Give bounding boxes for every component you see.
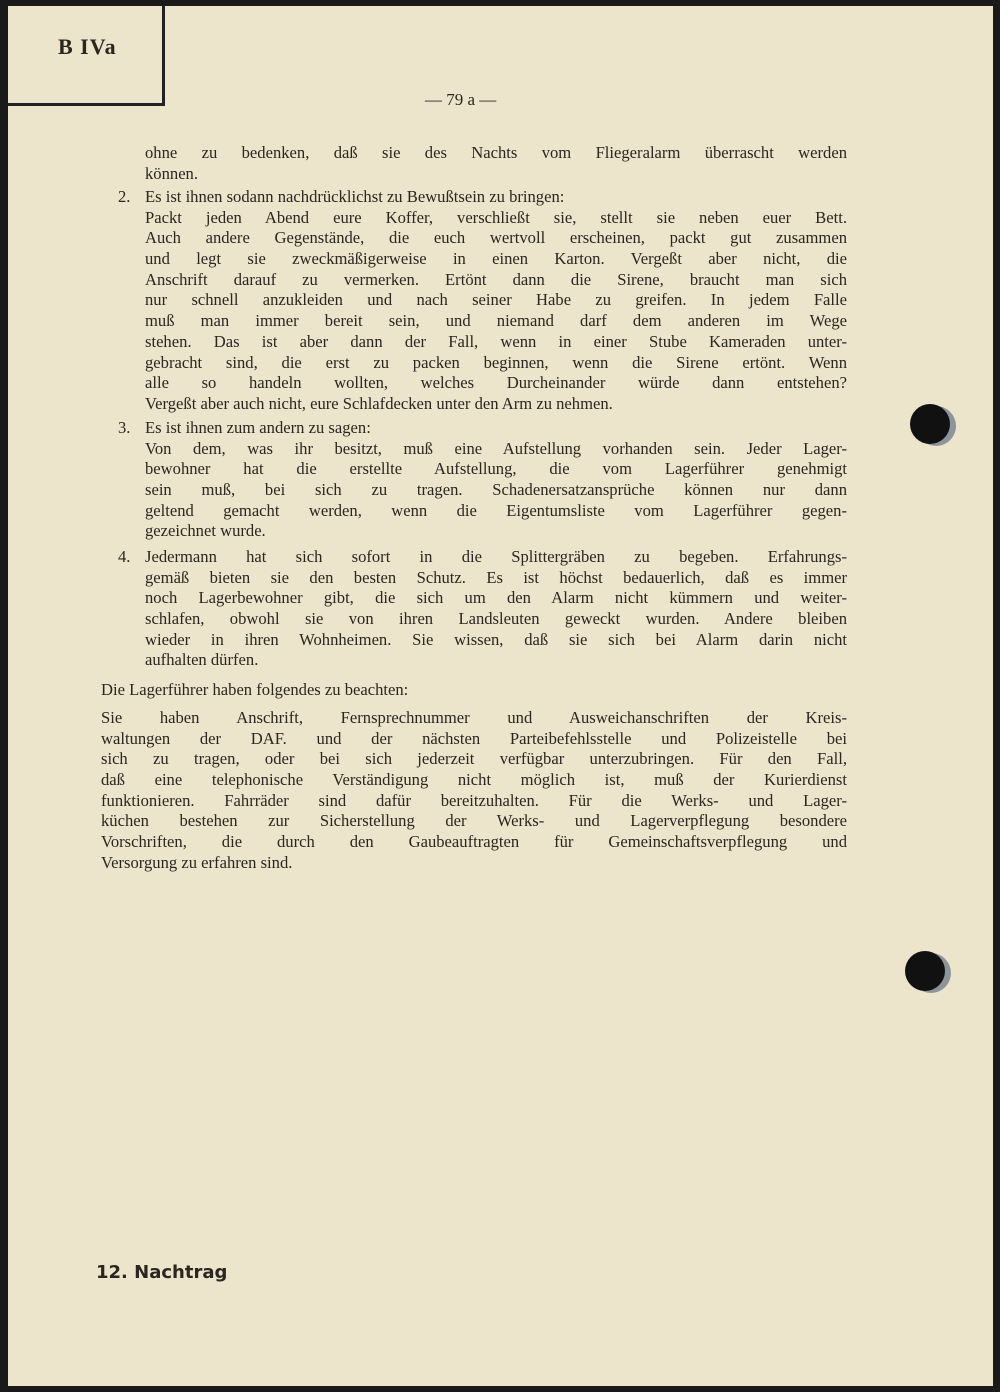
text-line: Versorgung zu erfahren sind. [101,852,293,872]
intro-paragraph [145,144,847,185]
text-line: Es ist ihnen sodann nachdrücklichst zu Bewußtsein zu bringen: [145,187,565,206]
text-line: Es ist ihnen zum andern zu sagen: [145,418,371,437]
text-line: gebracht sind, die erst zu packen beginnen, wenn die Sirene ertönt. Wenn [145,352,847,372]
text-line: wieder in ihren Wohnheimen. Sie wissen, daß sie sich bei Alarm darin nicht [145,629,847,649]
item-number: 2. [118,187,131,206]
text-line: nur schnell anzukleiden und nach seiner Habe zu greifen. In jedem Falle [145,290,847,310]
text-line: stehen. Das ist aber dann der Fall, wenn in einer Stube Kameraden unter- [145,331,847,351]
text-line: Anschrift darauf zu vermerken. Ertönt dann die Sirene, braucht man sich [145,269,847,289]
text-line: daß eine telephonische Verständigung nicht möglich ist, muß der Kurierdienst [101,770,847,790]
heading-text: Die Lagerführer haben folgendes zu beachten: [101,680,409,699]
text-line: und legt sie zweckmäßigerweise in einen Karton. Vergeßt aber nicht, die [145,249,847,269]
item-number: 4. [118,547,131,566]
section-paragraph [101,708,847,874]
text-line: bewohner hat die erstellte Aufstellung, die vom Lagerführer genehmigt [145,459,847,479]
list-item-3 [145,418,847,542]
list-item-4 [145,547,847,671]
text-line: aufhalten dürfen. [145,650,259,670]
punch-hole [910,404,950,444]
text-line: Sie haben Anschrift, Fernsprechnummer und Ausweichanschriften der Kreis- [101,708,847,727]
text-line: schlafen, obwohl sie von ihren Landsleuten geweckt wurden. Andere bleiben [145,609,847,629]
text-line: Auch andere Gegenstände, die euch wertvoll erscheinen, packt gut zusammen [145,228,847,248]
text-line: gezeichnet wurde. [145,521,266,541]
text-line: geltend gemacht werden, wenn die Eigentumsliste vom Lagerführer gegen- [145,500,847,520]
text-line: können. [145,163,198,183]
text-line: ohne zu bedenken, daß sie des Nachts vom Fliegeralarm überrascht werden [145,143,847,162]
footer-label: 12. Nachtrag [96,1262,228,1283]
section-label-box [8,6,165,106]
text-line: sein muß, bei sich zu tragen. Schadenersatzansprüche können nur dann [145,480,847,500]
text-line: sich zu tragen, oder bei sich jederzeit verfügbar unterzubringen. Für den Fall, [101,749,847,769]
punch-hole [905,951,945,991]
list-item-2 [145,187,847,415]
text-line: Vorschriften, die durch den Gaubeauftragten für Gemeinschaftsverpflegung und [101,832,847,852]
text-line: funktionieren. Fahrräder sind dafür bereitzuhalten. Für die Werks- und Lager- [101,790,847,810]
text-line: Von dem, was ihr besitzt, muß eine Aufstellung vorhanden sein. Jeder Lager- [145,438,847,458]
section-label: B IVa [58,34,117,59]
text-line: Packt jeden Abend eure Koffer, verschließt sie, stellt sie neben euer Bett. [145,207,847,227]
section-heading [101,680,847,701]
text-line: gemäß bieten sie den besten Schutz. Es ist höchst bedauerlich, daß es immer [145,567,847,587]
text-line: küchen bestehen zur Sicherstellung der Werks- und Lagerverpflegung besondere [101,811,847,831]
text-line: Jedermann hat sich sofort in die Splittergräben zu begeben. Erfahrungs- [145,547,847,566]
text-line: waltungen der DAF. und der nächsten Parteibefehlsstelle und Polizeistelle bei [101,728,847,748]
text-line: muß man immer bereit sein, und niemand darf dem anderen im Wege [145,311,847,331]
text-line: alle so handeln wollten, welches Durcheinander würde dann entstehen? [145,373,847,393]
item-number: 3. [118,418,131,437]
text-line: Vergeßt aber auch nicht, eure Schlafdecken unter den Arm zu nehmen. [145,393,613,413]
page-number: — 79 a — [425,90,497,109]
text-line: noch Lagerbewohner gibt, die sich um den Alarm nicht kümmern und weiter- [145,588,847,608]
